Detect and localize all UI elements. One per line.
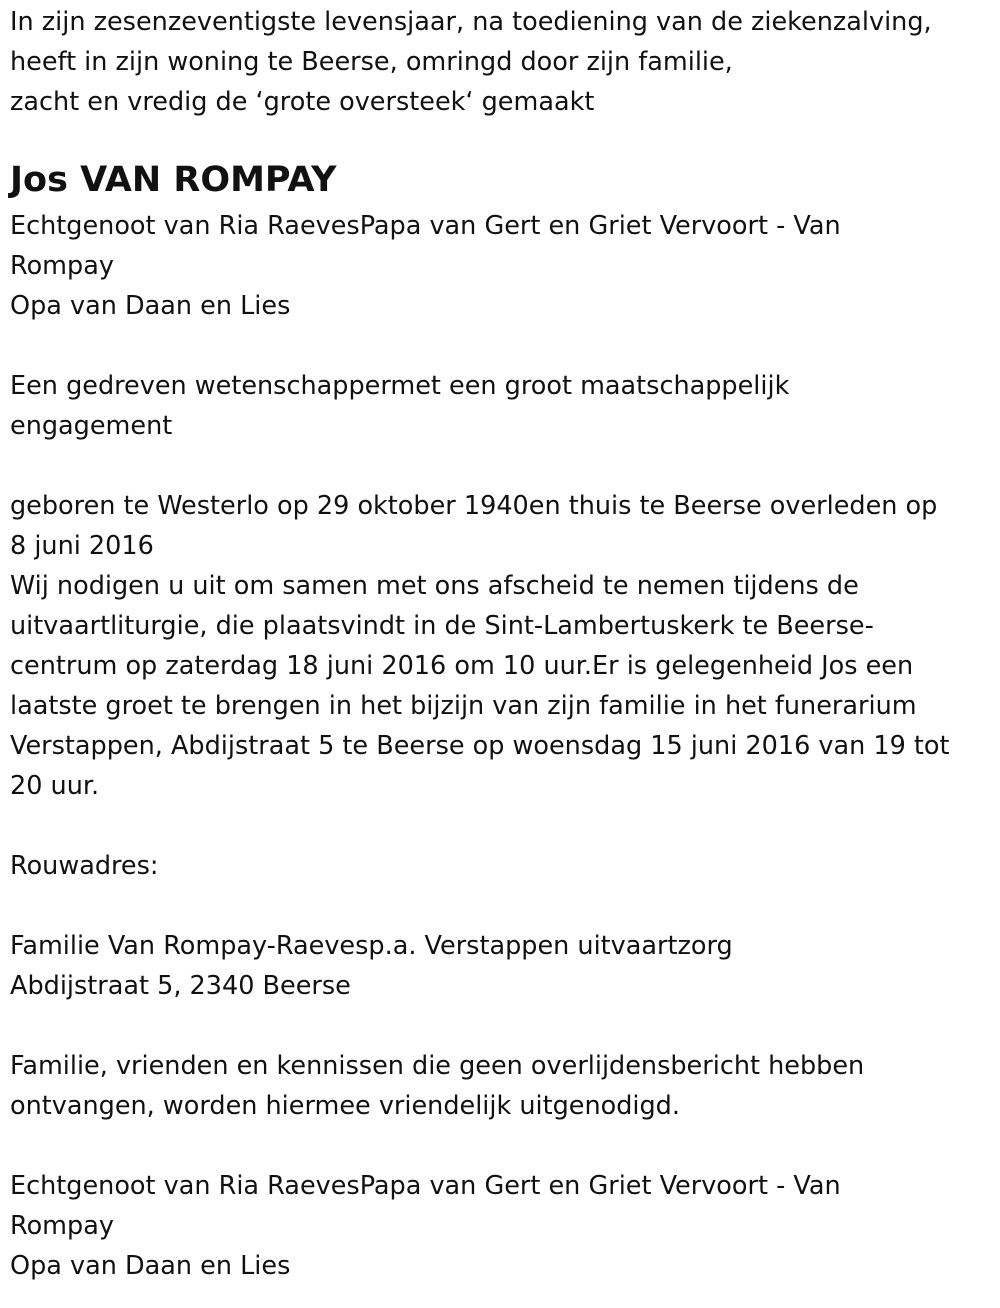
- family-line: Rompay: [10, 251, 114, 281]
- spacer: [10, 886, 985, 926]
- details-line: Verstappen, Abdijstraat 5 te Beerse op woensdag 15 juni 2016 van 19 tot: [10, 731, 950, 761]
- obituary-document: [10, 2, 985, 1286]
- spacer: [10, 1126, 985, 1166]
- address-line: Abdijstraat 5, 2340 Beerse: [10, 971, 351, 1001]
- spacer: [10, 326, 985, 366]
- details-line: geboren te Westerlo op 29 oktober 1940en thuis te Beerse overleden op: [10, 491, 938, 521]
- address-block: [10, 926, 985, 1006]
- spacer: [10, 806, 985, 846]
- details-line: uitvaartliturgie, die plaatsvindt in de Sint-Lambertuskerk te Beerse-: [10, 611, 874, 641]
- details-line: 8 juni 2016: [10, 531, 154, 561]
- description-line: engagement: [10, 411, 173, 441]
- intro-line: zacht en vredig de ‘grote oversteek‘ gemaakt: [10, 87, 595, 117]
- invitation-line: Familie, vrienden en kennissen die geen overlijdensbericht hebben: [10, 1051, 865, 1081]
- invitation-line: ontvangen, worden hiermee vriendelijk uitgenodigd.: [10, 1091, 680, 1121]
- spacer: [10, 446, 985, 486]
- family-line: Rompay: [10, 1211, 114, 1241]
- family-block-bottom: [10, 1166, 985, 1286]
- details-paragraph: [10, 486, 985, 806]
- details-line: laatste groet te brengen in het bijzijn van zijn familie in het funerarium: [10, 691, 917, 721]
- intro-paragraph: [10, 2, 985, 122]
- family-line: Opa van Daan en Lies: [10, 1251, 291, 1281]
- address-label: Rouwadres:: [10, 851, 159, 881]
- address-line: Familie Van Rompay-Raevesp.a. Verstappen uitvaartzorg: [10, 931, 733, 961]
- family-line: Echtgenoot van Ria RaevesPapa van Gert en Griet Vervoort - Van: [10, 1171, 841, 1201]
- family-line: Opa van Daan en Lies: [10, 291, 291, 321]
- family-line: Echtgenoot van Ria RaevesPapa van Gert en Griet Vervoort - Van: [10, 211, 841, 241]
- details-line: 20 uur.: [10, 771, 100, 801]
- details-line: Wij nodigen u uit om samen met ons afscheid te nemen tijdens de: [10, 571, 859, 601]
- family-block-top: [10, 206, 985, 326]
- description-paragraph: [10, 366, 985, 446]
- deceased-name: Jos VAN ROMPAY: [10, 160, 337, 200]
- spacer: [10, 1006, 985, 1046]
- intro-line: In zijn zesenzeventigste levensjaar, na toediening van de ziekenzalving,: [10, 7, 932, 37]
- invitation-paragraph: [10, 1046, 985, 1126]
- intro-line: heeft in zijn woning te Beerse, omringd door zijn familie,: [10, 47, 733, 77]
- details-line: centrum op zaterdag 18 juni 2016 om 10 uur.Er is gelegenheid Jos een: [10, 651, 914, 681]
- description-line: Een gedreven wetenschappermet een groot maatschappelijk: [10, 371, 790, 401]
